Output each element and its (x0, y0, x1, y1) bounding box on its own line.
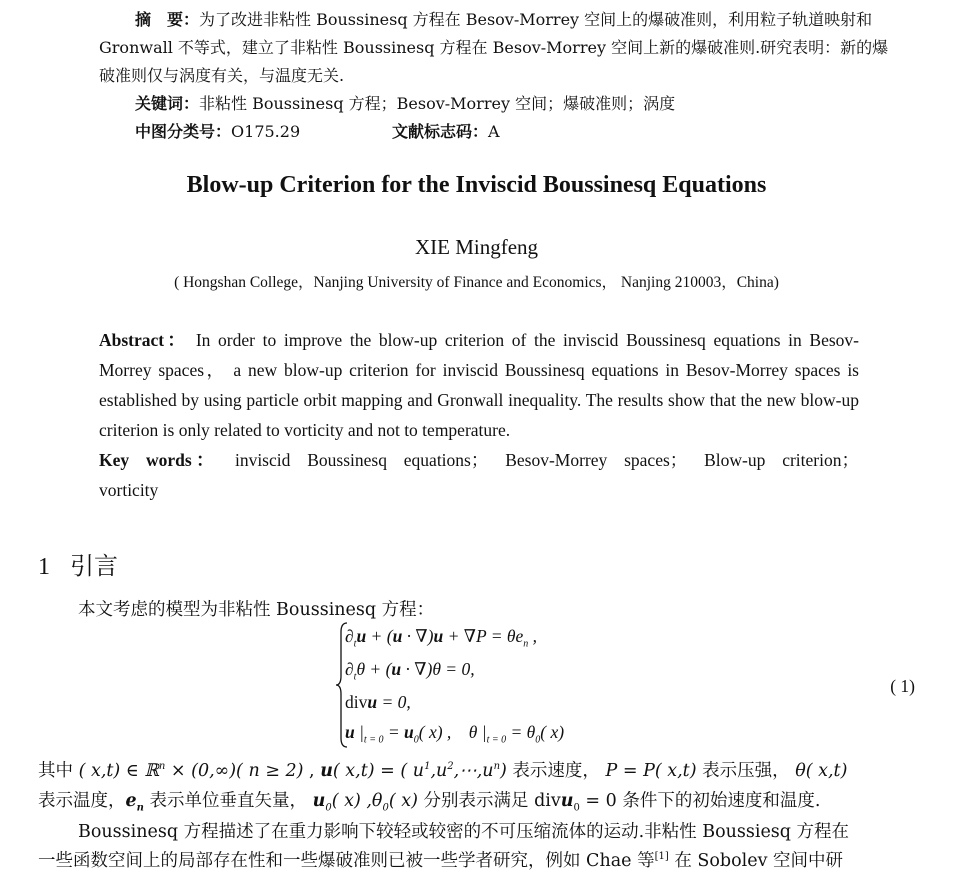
author-name: XIE Mingfeng (414, 235, 539, 259)
math-pressure: P = P( x,t) (605, 761, 697, 781)
affiliation: ( Hongshan College，Nanjing University of Finance and Economics， Nanjing 210003，China) (174, 274, 779, 291)
para2-text-a: 一些函数空间上的局部存在性和一些爆破准则已被一些学者研究，例如 Chae 等 (38, 851, 655, 871)
intro-sentence: 本文考虑的模型为非粘性 Boussinesq 方程： (78, 600, 435, 620)
en-keywords-label: Key words： (99, 450, 219, 470)
cn-abstract-line-2: Gronwall 不等式，建立了非粘性 Boussinesq 方程在 Besov-Morrey 空间上新的爆破准则.研究表明：新的爆 (99, 38, 889, 57)
math-domain: ( x,t) ∈ ℝ$^n$ × (0,∞)( n ≥ 2) (78, 761, 304, 781)
cn-abstract-label: 摘 要： (135, 10, 200, 29)
cn-keywords (99, 90, 859, 118)
cn-keywords-text: 非粘性 Boussinesq 方程；Besov-Morrey 空间；爆破准则；涡度 (199, 94, 676, 113)
en-keywords (99, 445, 859, 505)
en-abstract-label: Abstract： (99, 330, 189, 350)
en-abstract (99, 325, 859, 445)
equation-divergence: divu = 0, (345, 692, 411, 712)
section-number: 1 (38, 554, 50, 580)
math-initial: $u_0$( x) $,\theta_0$( x) (312, 791, 418, 814)
cn-abstract-text-1: 为了改进非粘性 Boussinesq 方程在 Besov-Morrey 空间上的爆破准则，利用粒子轨道映射和 (199, 10, 873, 29)
classification-line (99, 118, 859, 146)
where-text-b: 表示速度， (512, 761, 600, 781)
paper-title: Blow-up Criterion for the Inviscid Boussinesq Equations (186, 172, 767, 198)
where-text-c: 表示压强， (702, 761, 790, 781)
equation-number: ( 1) (890, 676, 915, 696)
citation-ref[interactable]: [1] (654, 851, 669, 863)
doc-code-value: A (488, 122, 500, 141)
para2-text-b: 在 Sobolev 空间中研 (674, 851, 844, 871)
clc-label: 中图分类号： (135, 122, 232, 141)
math-temperature: θ( x,t) (795, 761, 848, 781)
equation-system (335, 622, 695, 752)
math-velocity: u( x,t) = ( $u^1,u^2,\cdots,u^n$) (320, 761, 507, 781)
para2-line-1: Boussinesq 方程描述了在重力影响下较轻或较密的不可压缩流体的运动.非粘性 Boussiesq 方程在 (78, 822, 850, 842)
clc-value: O175.29 (231, 122, 301, 141)
where-text-f: 分别表示满足 (423, 791, 529, 811)
section-heading (38, 546, 118, 581)
equation-initial-data: u $|_{t = 0} = u_0$( x) , θ $|_{t = 0} = \theta_0$( x) (345, 722, 565, 746)
doc-code-label: 文献标志码： (392, 122, 489, 141)
cn-abstract-line-3: 破准则仅与涡度有关，与温度无关. (99, 66, 345, 85)
cn-abstract-line-1 (99, 6, 873, 34)
where-text-d: 表示温度， (38, 791, 126, 811)
where-line-2 (38, 787, 820, 814)
math-div-zero: divu$_0$ = 0 (534, 791, 617, 814)
where-text-g: 条件下的初始速度和温度. (622, 791, 821, 811)
section-title: 引言 (70, 552, 118, 580)
where-text-a: 其中 (38, 761, 73, 781)
math-en: $e_n$ (125, 791, 144, 814)
where-text-e: 表示单位垂直矢量， (149, 791, 307, 811)
en-abstract-text: In order to improve the blow-up criterion of the inviscid Boussinesq equations in Besov-Morrey spaces， a new blow-up criterion for inviscid Boussinesq equations in Besov-Morrey spaces is established by using particle orbit mapping and Gronwall inequality. The results show that the new blow-up criterion is only related to vorticity and not to temperature. (99, 330, 860, 440)
equation-momentum: $\partial_tu + (u \cdot \nabla)u + \nabla P = \theta e_n$ , (345, 626, 538, 650)
para2-line-2 (38, 847, 843, 872)
en-keywords-text: inviscid Boussinesq equations； Besov-Morrey spaces； Blow-up criterion； vorticity (99, 450, 859, 500)
where-line-1: 其中 ( x,t) ∈ ℝ$^n$ × (0,∞)( n ≥ 2) , u( x,t) = ( $u^1,u^2,\cdots,u^n$) 表示速度， P = P( x,t) 表示压强， θ( x,t) (38, 761, 848, 781)
equation-temperature: $\partial_t\theta + (u \cdot \nabla)\theta = 0$, (345, 659, 475, 683)
cn-keywords-label: 关键词： (135, 94, 200, 113)
